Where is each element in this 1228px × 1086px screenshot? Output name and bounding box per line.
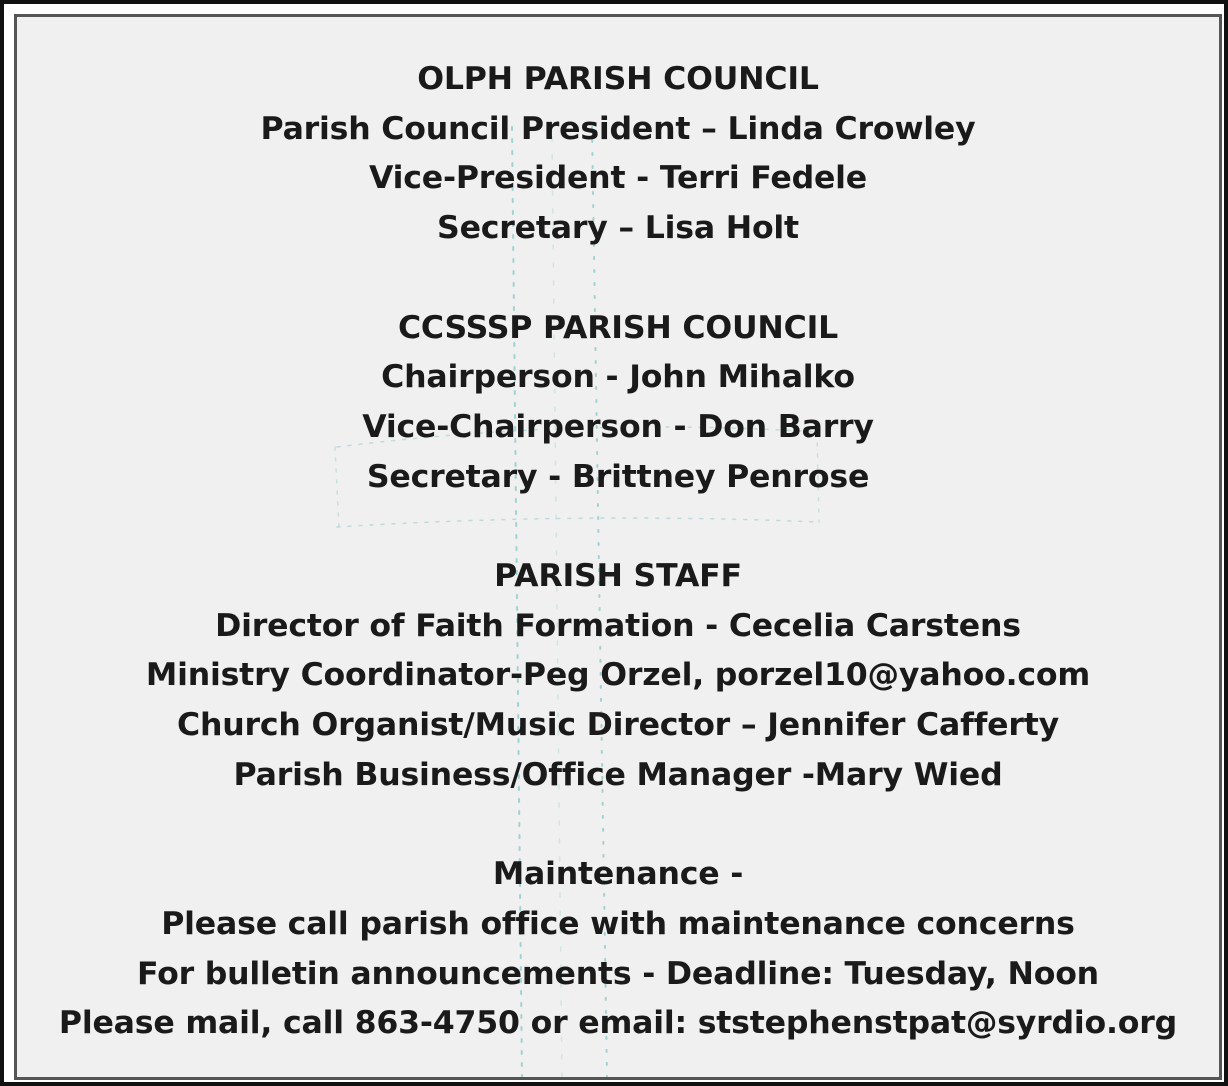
staff-ministry-coordinator: Ministry Coordinator-Peg Orzel, porzel10@yahoo.com bbox=[145, 657, 1091, 694]
bulletin-panel bbox=[14, 14, 1222, 1080]
parish-staff-heading: PARISH STAFF bbox=[494, 558, 742, 594]
ccsssp-council-heading: CCSSSP PARISH COUNCIL bbox=[397, 309, 839, 346]
olph-council-heading: OLPH PARISH COUNCIL bbox=[417, 61, 819, 97]
ccsssp-chairperson: Chairperson - John Mihalko bbox=[381, 359, 855, 396]
olph-president: Parish Council President – Linda Crowley bbox=[260, 110, 976, 147]
staff-organist: Church Organist/Music Director – Jennifer Cafferty bbox=[177, 707, 1059, 744]
parish-staff-section bbox=[17, 552, 1219, 801]
ccsssp-vice-chairperson: Vice-Chairperson - Don Barry bbox=[362, 408, 874, 445]
contact-info: Please mail, call 863-4750 or email: ststephenstpat@syrdio.org bbox=[58, 1005, 1178, 1042]
olph-vice-president: Vice-President - Terri Fedele bbox=[368, 160, 868, 197]
maintenance-note: Please call parish office with maintenance concerns bbox=[161, 905, 1075, 942]
maintenance-section bbox=[17, 850, 1219, 1049]
maintenance-heading: Maintenance - bbox=[492, 856, 744, 893]
olph-council-section bbox=[17, 55, 1219, 254]
olph-secretary: Secretary – Lisa Holt bbox=[437, 210, 799, 247]
ccsssp-secretary: Secretary - Brittney Penrose bbox=[366, 458, 870, 495]
bulletin-content bbox=[17, 55, 1219, 1049]
ccsssp-council-section bbox=[17, 304, 1219, 503]
staff-faith-formation: Director of Faith Formation - Cecelia Carstens bbox=[215, 607, 1021, 644]
staff-office-manager: Parish Business/Office Manager -Mary Wied bbox=[233, 756, 1003, 793]
bulletin-deadline: For bulletin announcements - Deadline: Tuesday, Noon bbox=[137, 955, 1099, 992]
